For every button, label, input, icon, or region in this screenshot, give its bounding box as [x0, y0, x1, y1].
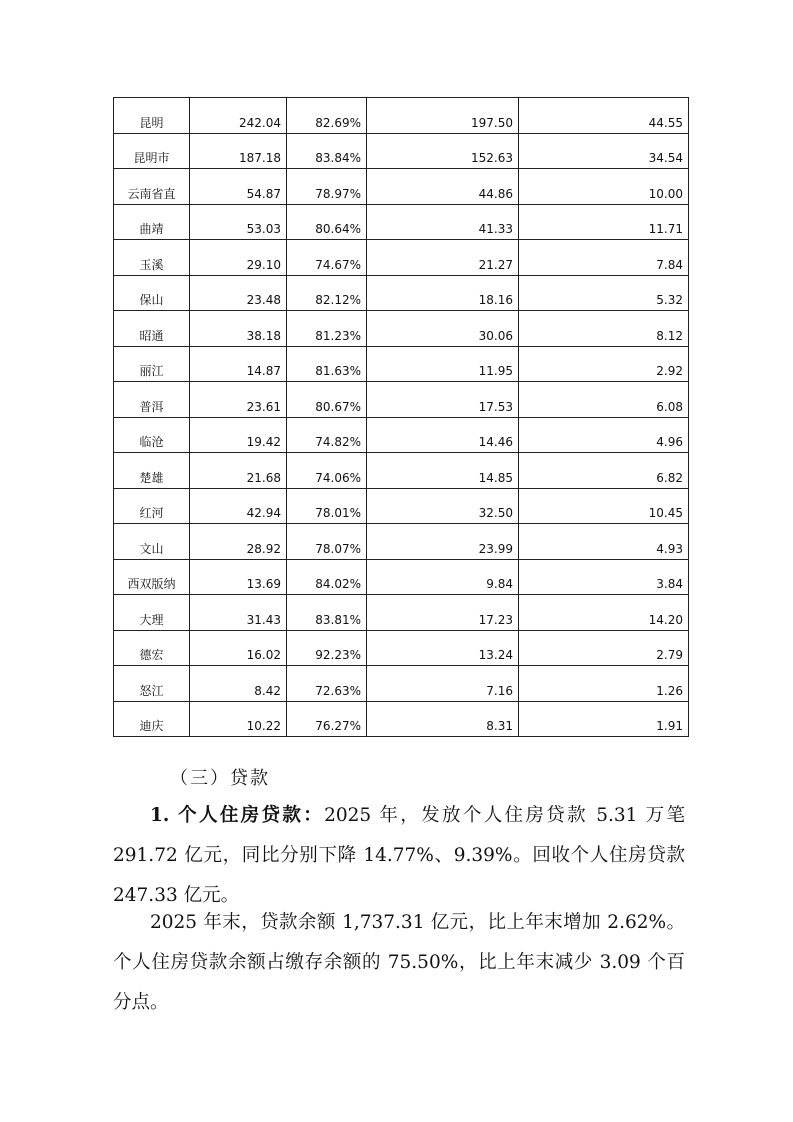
- cell-value-4: 8.12: [519, 311, 689, 347]
- cell-percent: 82.12%: [287, 275, 367, 311]
- cell-value-3: 30.06: [367, 311, 519, 347]
- cell-value-3: 11.95: [367, 346, 519, 382]
- cell-value-3: 32.50: [367, 488, 519, 524]
- cell-value-3: 44.86: [367, 169, 519, 205]
- table-row: [114, 417, 689, 453]
- table-row: [114, 98, 689, 134]
- cell-value-3: 152.63: [367, 133, 519, 169]
- cell-percent: 81.23%: [287, 311, 367, 347]
- cell-city: 怒江: [114, 666, 190, 702]
- cell-value-1: 42.94: [190, 488, 287, 524]
- cell-value-1: 53.03: [190, 204, 287, 240]
- cell-value-1: 28.92: [190, 524, 287, 560]
- cell-city: 德宏: [114, 630, 190, 666]
- cell-percent: 83.81%: [287, 595, 367, 631]
- cell-city: 昭通: [114, 311, 190, 347]
- table-row: [114, 346, 689, 382]
- cell-value-1: 19.42: [190, 417, 287, 453]
- cell-percent: 82.69%: [287, 98, 367, 134]
- table-row: [114, 595, 689, 631]
- cell-value-1: 23.48: [190, 275, 287, 311]
- cell-value-3: 17.23: [367, 595, 519, 631]
- cell-city: 云南省直: [114, 169, 190, 205]
- cell-value-4: 4.96: [519, 417, 689, 453]
- cell-value-4: 11.71: [519, 204, 689, 240]
- table-row: [114, 630, 689, 666]
- cell-value-3: 7.16: [367, 666, 519, 702]
- paragraph-lead: 1. 个人住房贷款：: [150, 805, 325, 826]
- cell-city: 大理: [114, 595, 190, 631]
- cell-city: 昆明市: [114, 133, 190, 169]
- cell-value-4: 34.54: [519, 133, 689, 169]
- cell-value-3: 13.24: [367, 630, 519, 666]
- table-row: [114, 488, 689, 524]
- paragraph-personal-housing-loan: [113, 796, 685, 916]
- cell-percent: 84.02%: [287, 559, 367, 595]
- cell-city: 玉溪: [114, 240, 190, 276]
- cell-value-4: 2.92: [519, 346, 689, 382]
- housing-fund-table: [113, 97, 689, 737]
- cell-percent: 78.97%: [287, 169, 367, 205]
- paragraph-body: 2025 年，发放个人住房贷款 5.31 万笔 291.72 亿元，同比分别下降 14.77%、9.39%。回收个人住房贷款 247.33 亿元。: [113, 805, 685, 906]
- cell-value-4: 1.91: [519, 701, 689, 737]
- cell-value-1: 13.69: [190, 559, 287, 595]
- section-heading: （三）贷款: [170, 768, 270, 789]
- cell-percent: 74.82%: [287, 417, 367, 453]
- cell-value-4: 2.79: [519, 630, 689, 666]
- cell-percent: 80.64%: [287, 204, 367, 240]
- cell-city: 红河: [114, 488, 190, 524]
- cell-value-1: 38.18: [190, 311, 287, 347]
- cell-value-4: 10.45: [519, 488, 689, 524]
- cell-value-1: 16.02: [190, 630, 287, 666]
- cell-city: 丽江: [114, 346, 190, 382]
- cell-value-1: 31.43: [190, 595, 287, 631]
- table-row: [114, 666, 689, 702]
- cell-city: 迪庆: [114, 701, 190, 737]
- cell-value-3: 23.99: [367, 524, 519, 560]
- cell-value-3: 8.31: [367, 701, 519, 737]
- table-row: [114, 453, 689, 489]
- cell-value-3: 41.33: [367, 204, 519, 240]
- cell-percent: 76.27%: [287, 701, 367, 737]
- table-row: [114, 169, 689, 205]
- table-row: [114, 382, 689, 418]
- cell-value-4: 6.82: [519, 453, 689, 489]
- paragraph-loan-balance: 2025 年末，贷款余额 1,737.31 亿元，比上年末增加 2.62%。个人住房贷款余额占缴存余额的 75.50%，比上年末减少 3.09 个百分点。: [113, 912, 685, 1013]
- cell-value-3: 14.85: [367, 453, 519, 489]
- cell-value-4: 3.84: [519, 559, 689, 595]
- cell-city: 保山: [114, 275, 190, 311]
- cell-value-4: 7.84: [519, 240, 689, 276]
- cell-value-4: 14.20: [519, 595, 689, 631]
- cell-value-4: 10.00: [519, 169, 689, 205]
- cell-value-3: 197.50: [367, 98, 519, 134]
- cell-value-3: 17.53: [367, 382, 519, 418]
- table-row: [114, 275, 689, 311]
- table-row: [114, 559, 689, 595]
- cell-value-1: 14.87: [190, 346, 287, 382]
- table-row: [114, 133, 689, 169]
- table-row: [114, 701, 689, 737]
- cell-percent: 83.84%: [287, 133, 367, 169]
- cell-value-3: 9.84: [367, 559, 519, 595]
- cell-value-1: 54.87: [190, 169, 287, 205]
- cell-percent: 74.06%: [287, 453, 367, 489]
- cell-city: 普洱: [114, 382, 190, 418]
- cell-value-1: 8.42: [190, 666, 287, 702]
- cell-value-1: 242.04: [190, 98, 287, 134]
- cell-value-4: 4.93: [519, 524, 689, 560]
- cell-value-1: 187.18: [190, 133, 287, 169]
- table-row: [114, 204, 689, 240]
- cell-city: 文山: [114, 524, 190, 560]
- table-row: [114, 524, 689, 560]
- cell-city: 西双版纳: [114, 559, 190, 595]
- cell-city: 昆明: [114, 98, 190, 134]
- table-row: [114, 311, 689, 347]
- cell-value-1: 21.68: [190, 453, 287, 489]
- cell-percent: 81.63%: [287, 346, 367, 382]
- cell-percent: 78.01%: [287, 488, 367, 524]
- cell-value-4: 6.08: [519, 382, 689, 418]
- cell-value-1: 23.61: [190, 382, 287, 418]
- table-row: [114, 240, 689, 276]
- cell-value-4: 1.26: [519, 666, 689, 702]
- cell-percent: 72.63%: [287, 666, 367, 702]
- cell-value-1: 29.10: [190, 240, 287, 276]
- cell-value-4: 5.32: [519, 275, 689, 311]
- cell-percent: 74.67%: [287, 240, 367, 276]
- cell-percent: 78.07%: [287, 524, 367, 560]
- cell-value-3: 14.46: [367, 417, 519, 453]
- cell-city: 楚雄: [114, 453, 190, 489]
- cell-city: 曲靖: [114, 204, 190, 240]
- cell-value-4: 44.55: [519, 98, 689, 134]
- cell-value-1: 10.22: [190, 701, 287, 737]
- table-body: [114, 98, 689, 737]
- cell-value-3: 18.16: [367, 275, 519, 311]
- cell-percent: 92.23%: [287, 630, 367, 666]
- cell-city: 临沧: [114, 417, 190, 453]
- cell-value-3: 21.27: [367, 240, 519, 276]
- cell-percent: 80.67%: [287, 382, 367, 418]
